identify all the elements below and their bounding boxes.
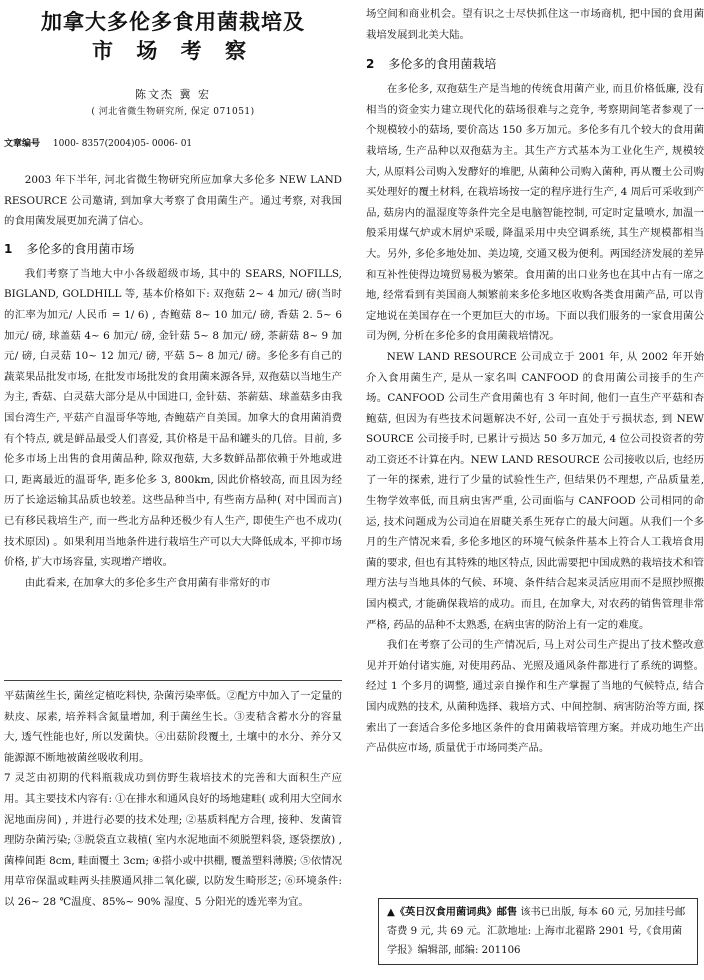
section-1-number: 1 [4, 241, 13, 256]
notice-text: 该书已出版, 每本 60 元, 另加挂号邮寄费 9 元, 共 69 元。汇款地址: 上海市北翟路 2901 号,《食用菌学报》编辑部, 邮编: 201106 [387, 907, 686, 956]
bottom-left-paragraph-2: 7 灵芝由初期的代料瓶栽成功到仿野生栽培技术的完善和大面积生产应用。其主要技术内容有: ①在排水和通风良好的场地建畦( 或利用大空间水泥地面房间) , 并进行必要的技术处理; ②基质料配方合理, 接种、发菌管理防杂菌污染; ③脱袋直立栽植( 室内水泥地面不须脱塑料袋, 逐袋摆放) , 菌棒间距 8cm, 畦面覆土 3cm; ④搭小或中拱棚, 覆盖塑料薄膜; ⑤依情况用草帘保温或畦两头挂膜通风排二氧化碳, 以防发生畸形芝; ⑥环境条件: 以 26~ 28 ℃温度、85%~ 90% 湿度、5 分阳光的透光率为宜。 [4, 772, 342, 908]
notice-highlight: ▲《英日汉食用菌词典》邮售 [387, 907, 518, 918]
book-sale-notice [378, 898, 698, 965]
article-number-value: 1000- 8357(2004)05- 0006- 01 [52, 139, 193, 149]
affiliation: ( 河北省微生物研究所, 保定 071051) [91, 107, 255, 117]
authors: 陈文杰 冀 宏 [135, 88, 211, 101]
intro-paragraph: 2003 年下半年, 河北省微生物研究所应加拿大多伦多 NEW LAND RESOURCE 公司邀请, 到加拿大考察了食用菌生产。通过考察, 对我国的食用菌发展更加充满了信心。 [4, 174, 342, 228]
bottom-left-paragraph-1: 平菇菌丝生长, 菌丝定植吃料快, 杂菌污染率低。②配方中加入了一定量的麸皮、尿素, 培养料含氮量增加, 利于菌丝生长。③麦秸含蓄水分的容量大, 透气性能也好, 所以发菌快。④出菇阶段覆土, 土壤中的水分、养分又能源源不断地被菌丝吸收利用。 [4, 690, 342, 764]
section-1-paragraph-1: 我们考察了当地大中小各级超级市场, 其中的 SEARS, NOFILLS, BIGLAND, GOLDHILL 等, 基本价格如下: 双孢菇 2~ 4 加元/ 磅(当时的汇率为加元/ 人民币 = 1/ 6) , 杏鲍菇 8~ 10 加元/ 磅, 香菇 2. 5~ 6 加元/ 磅, 球盖菇 4~ 6 加元/ 磅, 金针菇 5~ 8 加元/ 磅, 茶薪菇 8~ 9 加元/ 磅, 白灵菇 10~ 12 加元/ 磅, 平菇 5~ 8 加元/ 磅。多伦多有自己的蔬菜果品批发市场, 在批发市场批发的食用菌来源各异, 双孢菇以当地生产为主, 香菇、白灵菇大部分是从中国进口, 金针菇、茶薪菇、球盖菇多由我国台湾生产, 平菇产自温哥华等地, 杏鲍菇产自美国。加拿大的食用菌消费有个特点, 就是鲜品最受人们喜爱, 其价格是干品和罐头的几倍。目前, 多伦多市场上出售的食用菌品种, 除双孢菇, 大多数鲜品都依赖于外地或进口, 距离最近的温哥华, 距多伦多 3, 800km, 因此价格较高, 而且因为经历了长途运输其品质也较差。这些品种当中, 有些南方品种( 对中国而言) 已有移民栽培生产, 而一些北方品种还极少有人生产, 即使生产也不成功( 技术原因) 。如果利用当地条件进行栽培生产可以大大降低成本, 平抑市场价格, 扩大市场容量, 实现增产增收。 [4, 267, 342, 569]
article-number-label: 文章编号 [4, 139, 41, 149]
section-1-title: 多伦多的食用菌市场 [26, 241, 135, 256]
section-1-heading [4, 238, 342, 260]
column-divider [4, 680, 342, 681]
section-2-title: 多伦多的食用菌栽培 [388, 57, 497, 72]
left-column [4, 0, 342, 593]
section-2-heading [366, 53, 704, 75]
section-1-paragraph-2: 由此看来, 在加拿大的多伦多生产食用菌有非常好的市 [24, 576, 271, 589]
article-title [4, 8, 342, 66]
title-line-1: 加拿大多伦多食用菌栽培及 [41, 10, 305, 34]
section-2-paragraph-2: NEW LAND RESOURCE 公司成立于 2001 年, 从 2002 年开始介入食用菌生产, 是从一家名叫 CANFOOD 的食用菌公司接手的生产场。CANFOOD 公司生产食用菌也有 3 年时间, 他们一直生产平菇和杏鲍菇, 但因为有些技术问题解决不好, 公司一直处于亏损状态, 到 NEW SOURCE 公司接手时, 已累计亏损达 50 多万加元, 4 位公司投资者的劳动工资还不计算在内。NEW LAND RESOURCE 公司接收以后, 也经历了一年的探索, 进行了少量的试验性生产, 但结果仍不理想, 产品质量差, 生物学效率低, 而且病虫害严重, 公司面临与 CANFOOD 公司相同的命运, 技术问题成为公司迫在眉睫关系生死存亡的最大问题。从我们一个多月的生产情况来看, 多伦多地区的环境气候条件基本上符合人工栽培食用菌的要求, 但也有其特殊的地区特点, 因此需要把中国成熟的栽培技术和管理方法与当地具体的气候、环境、条件结合起来灵活应用而不是照抄照搬国内模式, 才能确保栽培的成功。而且, 在加拿大, 对农药的销售管理非常严格, 药品的品种不太熟悉, 在病虫害的防治上有一定的难度。 [366, 350, 704, 631]
bottom-left-block [4, 686, 342, 913]
article-number [4, 136, 342, 152]
title-line-2: 市 场 考 察 [92, 39, 254, 63]
section-2-paragraph-3: 我们在考察了公司的生产情况后, 马上对公司生产提出了技术整改意见并开始付诸实施, 对使用药品、光照及通风条件都进行了系统的调整。经过 1 个多月的调整, 通过亲自操作和生产掌握了当地的气候特点, 结合国内成熟的技术, 从菌种选择、栽培方式、中间控制、病害防治等方面, 探索出了一套适合多伦多地区条件的食用菌栽培管理方案。并成功地生产出产品供应市场, 质量优于市场同类产品。 [366, 639, 704, 755]
section-2-paragraph-1: 在多伦多, 双孢菇生产是当地的传统食用菌产业, 而且价格低廉, 没有相当的资金实力建立现代化的菇场很难与之竞争, 考察期间笔者参观了一个规模较小的菇场, 要价高达 150 多万加元。多伦多有几个较大的食用菌栽培场, 生产品种以双孢菇为主。其生产方式基本为工业化生产, 规模较大, 从原料公司购入发酵好的堆肥, 从菌种公司购入菌种, 再从覆土公司购买处理好的覆土材料, 在栽培场按一定的程序进行生产, 4 周后可采收到产品, 菇房内的温湿度等条件完全是电脑智能控制, 可定时定量喷水, 加温一般采用煤气炉或木屑炉采暖, 降温采用中央空调系统, 其生产规模都相当大。另外, 多伦多地处加、美边境, 交通又极为便利。两国经济发展的差异和互补性使得边境贸易极为繁荣。食用菌的出口业务也在其中占有一席之地, 经常看到有美国商人频繁前来多伦多地区收购各类食用菌产品, 可以肯定地说在美国存在一个更加巨大的市场。下面以我们服务的一家食用菌公司为例, 分析在多伦多的食用菌栽培情况。 [366, 83, 704, 343]
right-paragraph-0: 场空间和商业机会。望有识之士尽快抓住这一市场商机, 把中国的食用菌栽培发展到北美大陆。 [366, 8, 704, 41]
right-column [366, 4, 704, 759]
section-2-number: 2 [366, 57, 375, 72]
